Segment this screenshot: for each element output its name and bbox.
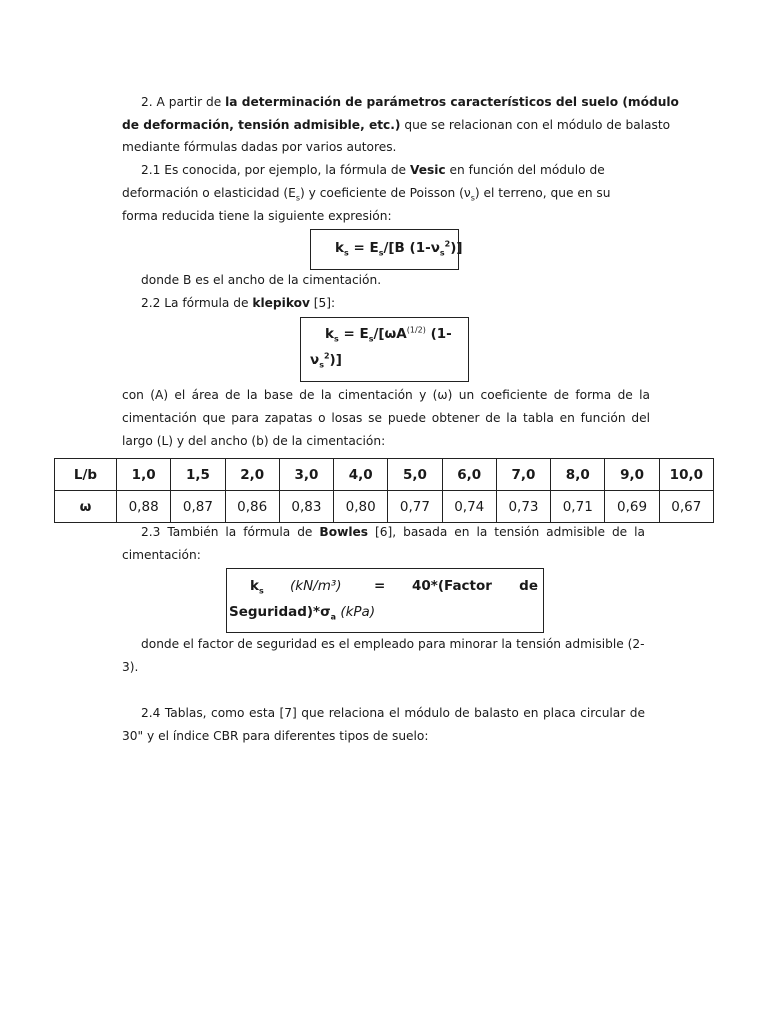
klepikov-formula-line-1 [325, 325, 452, 343]
bold-text: klepikov [252, 296, 310, 310]
text: 2.1 Es conocida, por ejemplo, la fórmula de [141, 163, 410, 177]
text: [5]: [309, 296, 336, 310]
subscript: s [378, 248, 384, 258]
subscript: s [258, 586, 264, 596]
subscript: s [333, 334, 339, 344]
table-header-cell: 10,0 [659, 459, 713, 491]
paragraph-2-2-line-4: largo (L) y del ancho (b) de la cimentación: [122, 434, 386, 448]
text: en función del módulo de [445, 163, 605, 177]
shape-coefficient-table [54, 458, 714, 523]
bowles-formula-line-1 [250, 577, 538, 595]
text: /[ωA [373, 326, 407, 342]
table-header-cell: 5,0 [388, 459, 442, 491]
paragraph-2-line-2 [122, 117, 670, 133]
text: k [325, 326, 334, 342]
paragraph-2-2-line-1 [141, 295, 335, 311]
paragraph-2-line-3: mediante fórmulas dadas por varios autores. [122, 140, 397, 154]
bold-text: Bowles [319, 525, 369, 539]
text: /[B (1-ν [383, 240, 440, 256]
paragraph-2-line-1 [141, 94, 679, 110]
bold-text: la determinación de parámetros característicos del suelo (módulo [225, 95, 679, 109]
table-cell: 0,74 [442, 491, 496, 523]
text: [6], basada en la tensión admisible de la [368, 525, 646, 539]
vesic-formula [335, 239, 463, 257]
table-row [55, 491, 714, 523]
table-header-cell: 1,5 [171, 459, 225, 491]
table-cell: 0,86 [225, 491, 279, 523]
text: que se relacionan con el módulo de balasto [400, 118, 671, 132]
text: ) el terreno, que en su [474, 186, 611, 200]
table-cell: 0,83 [279, 491, 333, 523]
table-header-cell: 4,0 [334, 459, 388, 491]
unit: (kN/m³) [290, 578, 342, 594]
superscript: 2 [323, 351, 330, 361]
vesic-formula-box [310, 229, 463, 270]
table-cell: 0,87 [171, 491, 225, 523]
unit: (kPa) [336, 604, 376, 620]
paragraph-2-1-after: donde B es el ancho de la cimentación. [141, 273, 382, 287]
text: = E [338, 326, 369, 342]
table-cell: 0,69 [605, 491, 659, 523]
klepikov-formula-box [300, 317, 469, 382]
text: de [519, 578, 538, 594]
table-cell: 0,80 [334, 491, 388, 523]
subscript: a [330, 612, 337, 622]
table-header-cell: 1,0 [117, 459, 171, 491]
table-cell: 0,67 [659, 491, 713, 523]
paragraph-2-3-after-line-1: donde el factor de seguridad es el empleado para minorar la tensión admisible (2- [141, 637, 645, 651]
table-header-cell: 7,0 [496, 459, 550, 491]
klepikov-formula-line-2 [310, 351, 342, 369]
text: ) y coeficiente de Poisson (ν [300, 186, 471, 200]
bold-text: de deformación, tensión admisible, etc.) [122, 118, 401, 132]
text: 2.3 También la fórmula de [141, 525, 320, 539]
paragraph-2-4-line-1: 2.4 Tablas, como esta [7] que relaciona el módulo de balasto en placa circular de [141, 706, 645, 720]
paragraph-2-1-line-3: forma reducida tiene la siguiente expresión: [122, 209, 392, 223]
superscript: 2 [444, 239, 451, 249]
table-cell: 0,73 [496, 491, 550, 523]
bowles-formula-box [226, 568, 544, 633]
table-header-row [55, 459, 714, 491]
superscript: (1/2) [406, 325, 426, 335]
text: Seguridad)*σ [229, 604, 331, 620]
text: )] [329, 352, 342, 368]
table-header-cell: 3,0 [279, 459, 333, 491]
paragraph-2-1-line-1 [141, 162, 605, 178]
paragraph-2-2-line-3: cimentación que para zapatas o losas se puede obtener de la tabla en función del [122, 411, 650, 425]
table-header-cell: 6,0 [442, 459, 496, 491]
subscript: s [470, 193, 475, 203]
table-header-cell: L/b [55, 459, 117, 491]
table-header-cell: 8,0 [551, 459, 605, 491]
text: 2. A partir de [141, 95, 226, 109]
subscript: s [295, 193, 300, 203]
text: deformación o elasticidad (E [122, 186, 296, 200]
text: 40*(Factor [412, 578, 492, 594]
table-cell: 0,77 [388, 491, 442, 523]
text: )] [450, 240, 463, 256]
paragraph-2-2-line-2: con (A) el área de la base de la cimentación y (ω) un coeficiente de forma de la [122, 388, 650, 402]
subscript: s [343, 248, 349, 258]
paragraph-2-3-line-1 [141, 524, 645, 540]
text: 2.2 La fórmula de [141, 296, 253, 310]
paragraph-2-4-line-2: 30" y el índice CBR para diferentes tipos de suelo: [122, 729, 429, 743]
text: = [374, 578, 386, 594]
table-cell: ω [55, 491, 117, 523]
table-cell: 0,88 [117, 491, 171, 523]
text: k [250, 578, 259, 594]
table-header-cell: 2,0 [225, 459, 279, 491]
table-header-cell: 9,0 [605, 459, 659, 491]
subscript: s [439, 248, 445, 258]
text: = E [348, 240, 379, 256]
bold-text: Vesic [409, 163, 446, 177]
table-cell: 0,71 [551, 491, 605, 523]
text: k [335, 240, 344, 256]
text: (1- [425, 326, 452, 342]
paragraph-2-3-after-line-2: 3). [122, 660, 139, 674]
bowles-formula-line-2 [229, 603, 375, 621]
paragraph-2-1-line-2 [122, 185, 611, 201]
subscript: s [319, 360, 324, 370]
text: ν [310, 352, 320, 368]
subscript: s [368, 334, 374, 344]
paragraph-2-3-line-2: cimentación: [122, 548, 201, 562]
